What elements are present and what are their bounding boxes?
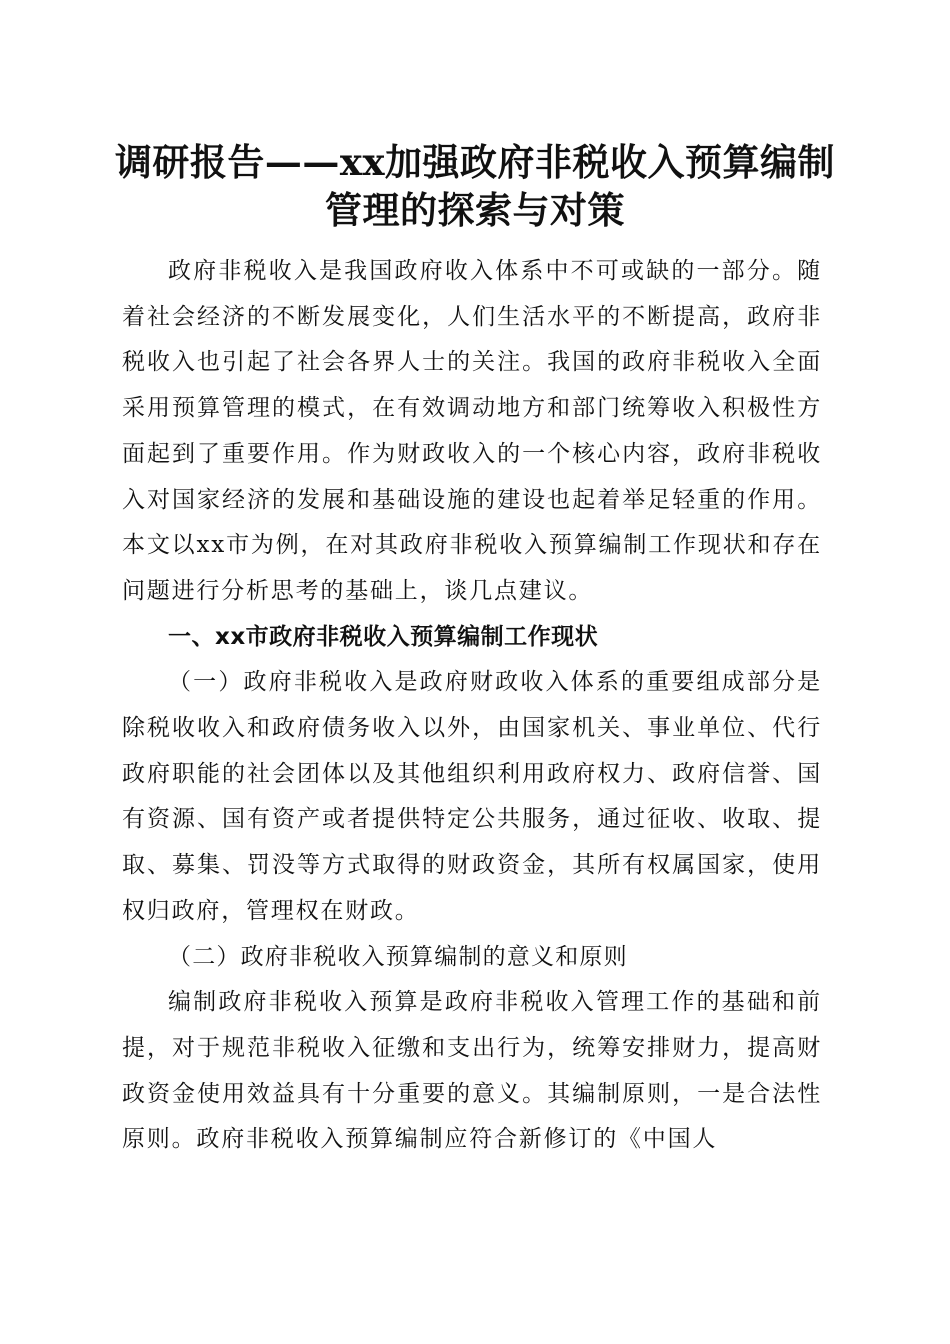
subsection-2-heading: （二）政府非税收入预算编制的意义和原则 [168,943,628,970]
subsection-1-paragraph: （一）政府非税收入是政府财政收入体系的重要组成部分是除税收收入和政府债务收入以外，由国家机关、事业单位、代行政府职能的社会团体以及其他组织利用政府权力、政府信誉、国有资源、国有资产或者提供特定公共服务，通过征收、收取、提取、募集、罚没等方式取得的财政资金，其所有权属国家，使用权归政府，管理权在财政。 [122,669,822,924]
document-title [100,138,850,234]
title-line-1: 调研报告——xx加强政府非税收入预算编制 [114,140,836,184]
subsection-2-paragraph: 编制政府非税收入预算是政府非税收入管理工作的基础和前提，对于规范非税收入征缴和支出行为，统筹安排财力，提高财政资金使用效益具有十分重要的意义。其编制原则，一是合法性原则。政府非税收入预算编制应符合新修订的《中国人 [122,989,822,1153]
intro-paragraph: 政府非税收入是我国政府收入体系中不可或缺的一部分。随着社会经济的不断发展变化，人们生活水平的不断提高，政府非税收入也引起了社会各界人士的关注。我国的政府非税收入全面采用预算管理的模式，在有效调动地方和部门统筹收入积极性方面起到了重要作用。作为财政收入的一个核心内容，政府非税收入对国家经济的发展和基础设施的建设也起着举足轻重的作用。本文以xx市为例，在对其政府非税收入预算编制工作现状和存在问题进行分析思考的基础上，谈几点建议。 [122,258,822,604]
document-body [122,249,822,1163]
title-line-2: 管理的探索与对策 [325,188,625,232]
section-1-heading: 一、xx市政府非税收入预算编制工作现状 [168,623,599,650]
